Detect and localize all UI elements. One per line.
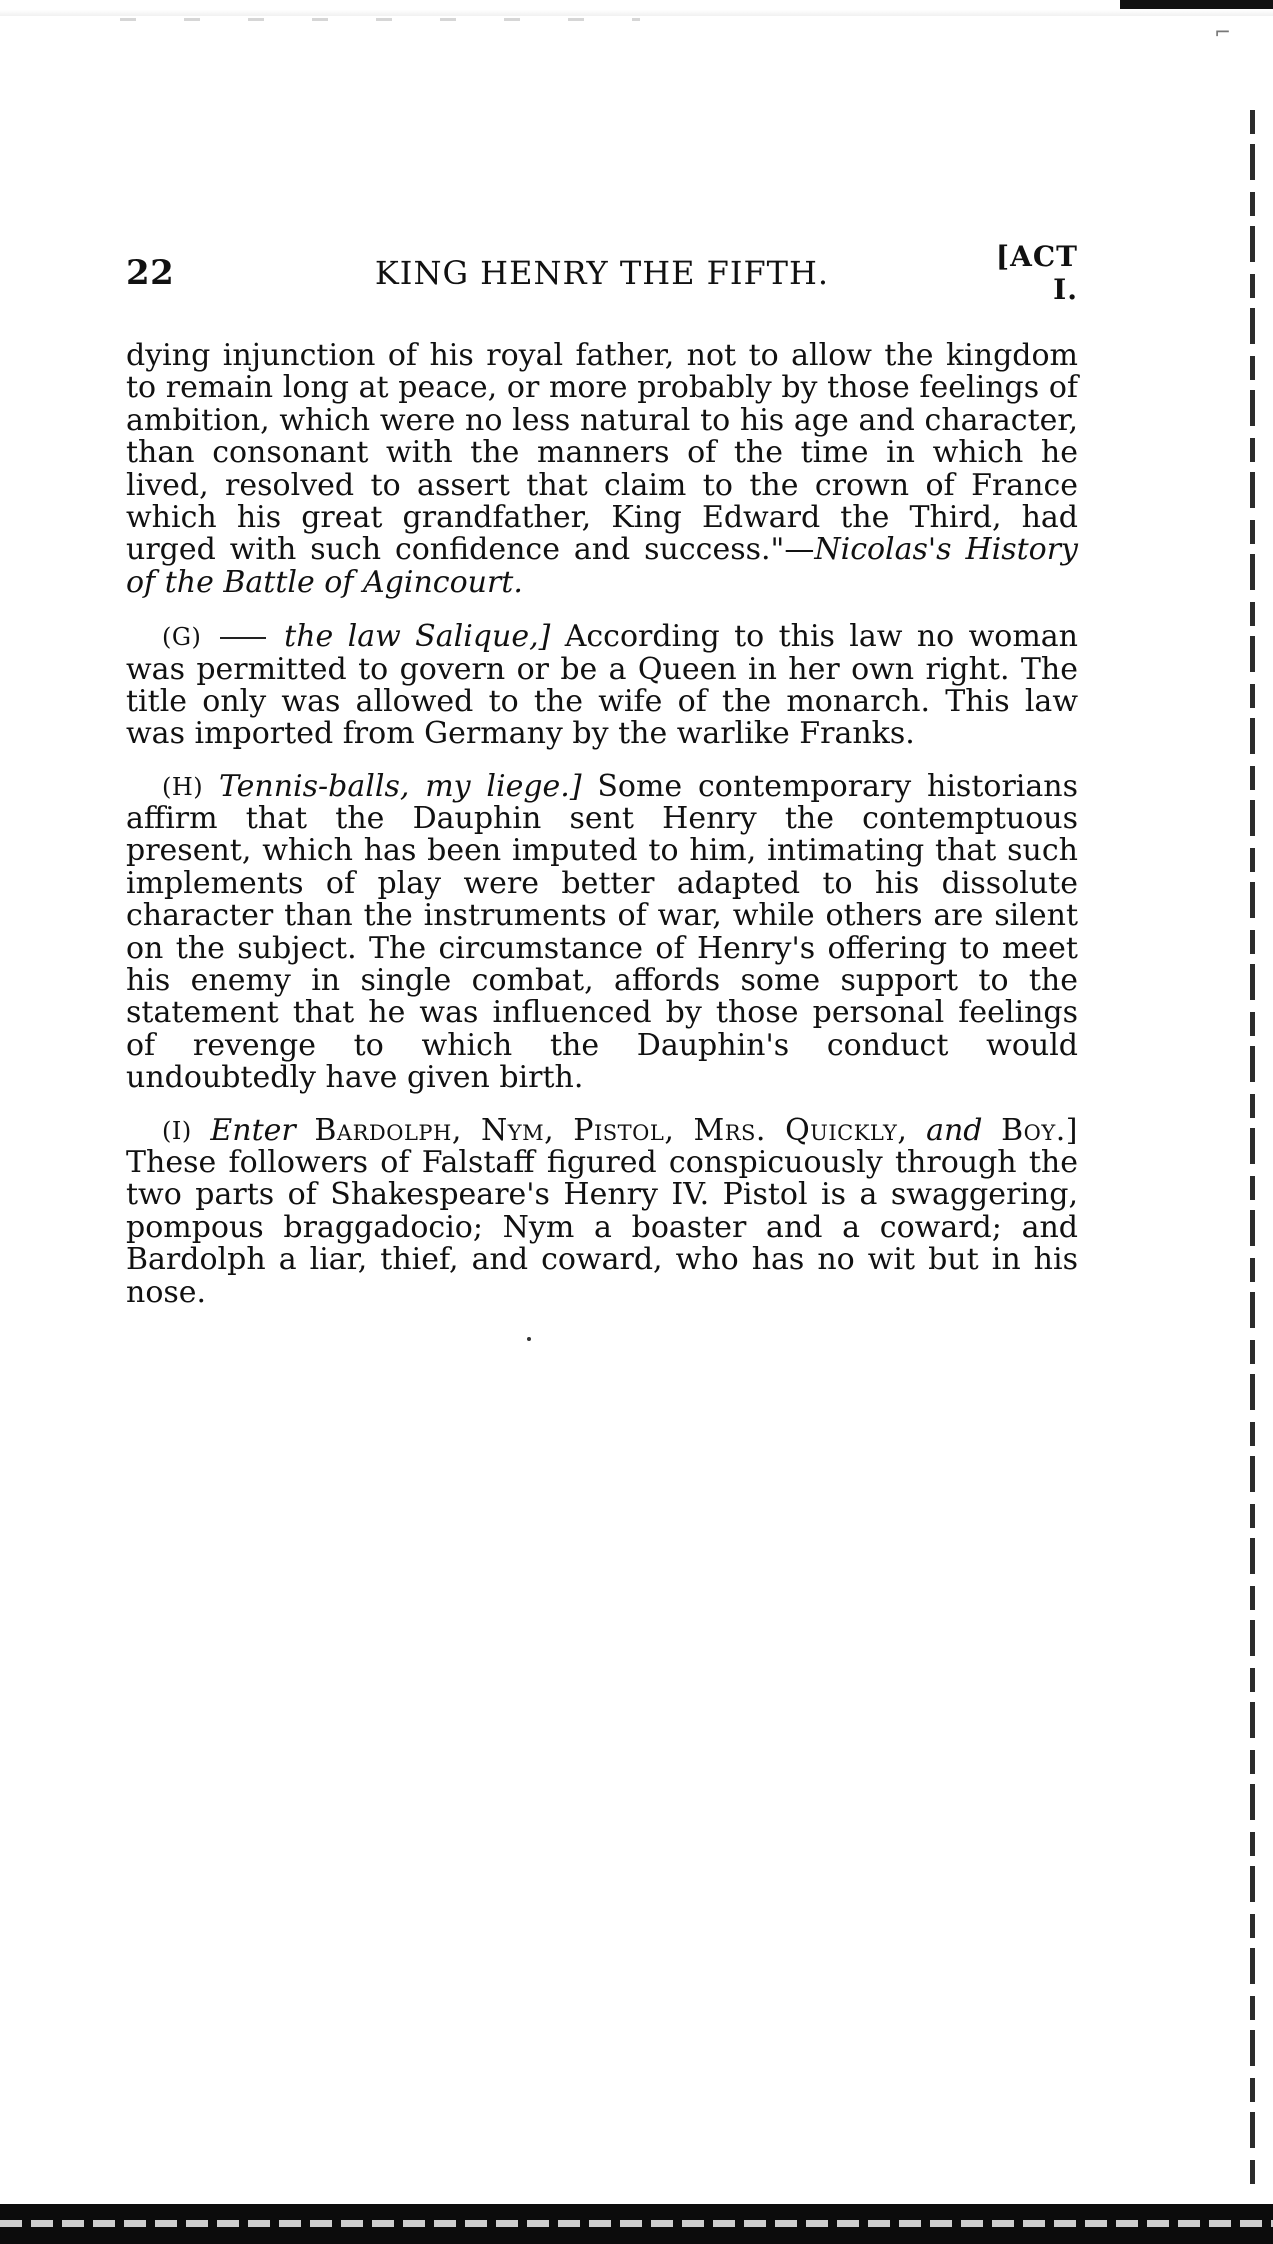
note-i: [126, 1112, 1078, 1310]
note-h-text: Some contemporary historians affirm that the Dauphin sent Henry the contemptuous present, which has been imputed to him, intimating that such implements of play were better adapted to his dissolute character than the instruments of war, while others are silent on the subject. The circumstance of Henry's offering to meet his enemy in single combat, affords some support to the statement that he was influenced by those personal feelings of revenge to which the Dauphin's conduct would undoubtedly have given birth.: [126, 768, 1078, 1096]
note-i-and: and: [926, 1112, 983, 1148]
note-i-enter: Enter: [210, 1112, 296, 1148]
note-i-label: (I): [162, 1116, 192, 1145]
top-scan-dashes: [120, 18, 640, 21]
note-g-heading: the law Salique,]: [284, 619, 551, 655]
note-i-text: These followers of Falstaff figured conspicuously through the two parts of Shakespeare's Henry IV. Pistol is a swaggering, pompous braggadocio; Nym a boaster and a coward; and Bardolph a liar, thief, and coward, who has no wit but in his nose.: [126, 1144, 1078, 1310]
running-title: KING HENRY THE FIFTH.: [374, 254, 830, 292]
act-label: [ACT I.: [995, 240, 1078, 306]
note-i-boy: Boy.]: [1001, 1112, 1078, 1148]
book-page: [126, 240, 1078, 1329]
bottom-scan-band: [0, 2204, 1273, 2244]
corner-mark-icon: ⌐: [1214, 20, 1231, 44]
note-h-label: (H): [162, 772, 204, 801]
right-scan-edge: [1250, 110, 1255, 2190]
note-h: [126, 768, 1078, 1096]
note-g: [126, 621, 1078, 751]
page-header: [126, 240, 1078, 306]
top-scan-strip: [0, 0, 1273, 16]
paragraph-continuation-text: dying injunction of his royal father, not to allow the kingdom to remain long at peace, or more probably by those feelings of ambition, which were no less natural to his age and character, than consonant with the manners of the time in which he lived, resolved to assert that claim to the crown of France which his great grandfather, King Edward the Third, had urged with such confidence and success."—: [126, 338, 1078, 568]
notes-text: [126, 340, 1078, 1309]
top-right-scan-rule: [1120, 0, 1273, 9]
note-g-dash-icon: [220, 637, 266, 639]
page-number: 22: [126, 253, 175, 293]
note-h-heading: Tennis-balls, my liege.]: [218, 768, 582, 804]
citation-text: Nicolas's History of the Battle of Agincourt.: [126, 532, 1079, 600]
stray-ink-dot: [527, 1337, 531, 1341]
paragraph-continuation: [126, 340, 1078, 599]
note-g-text: According to this law no woman was permitted to govern or be a Queen in her own right. The title only was allowed to the wife of the monarch. This law was imported from Germany by the warlike Franks.: [126, 619, 1078, 752]
note-g-label: (G): [162, 623, 202, 652]
note-i-names: Bardolph, Nym, Pistol, Mrs. Quickly,: [314, 1112, 908, 1148]
